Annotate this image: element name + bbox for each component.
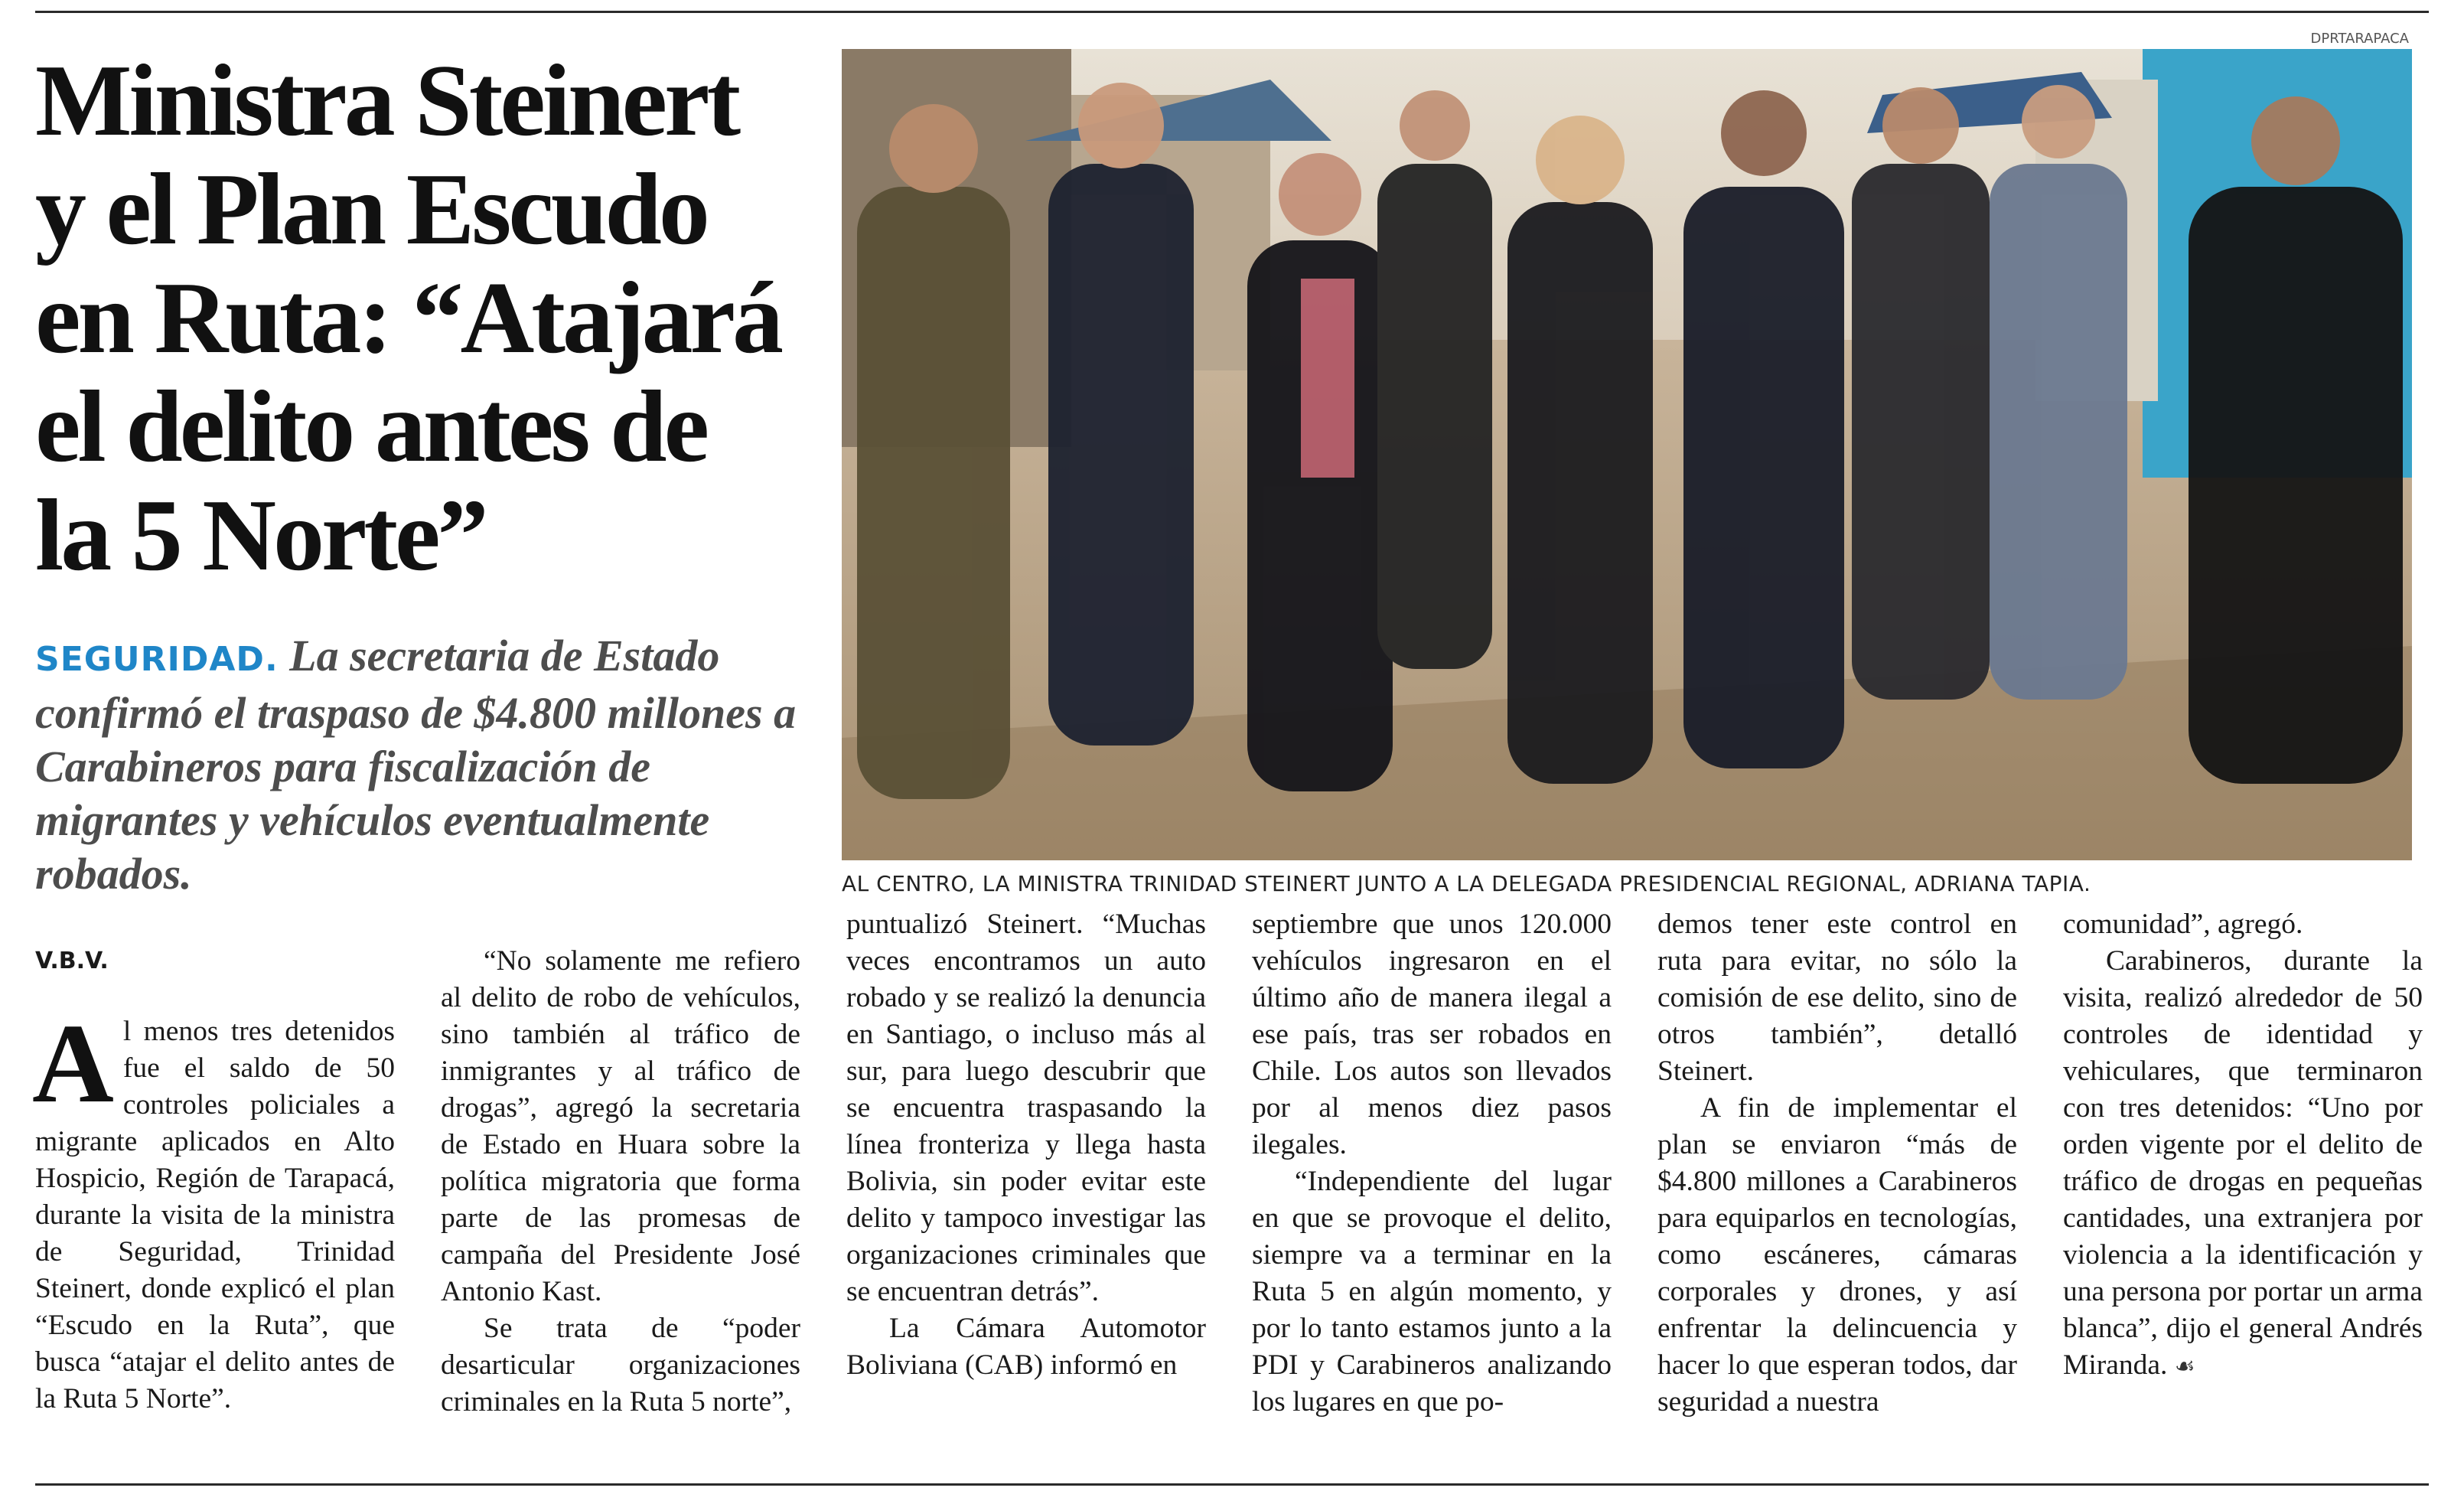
body-paragraph: “Independiente del lugar en que se provoque el delito, siempre va a terminar en la Ruta 5 en algún momento, y por lo tanto estamos junto a la PDI y Carabineros analizando los lugares en que po- bbox=[1252, 1166, 1612, 1418]
top-rule bbox=[35, 11, 2429, 13]
body-paragraph bbox=[2063, 943, 2423, 1385]
headline: Ministra Steinert y el Plan Escudo en Ruta: “Atajará el delito antes de la 5 Norte” bbox=[35, 44, 781, 592]
body-paragraph: septiembre que unos 120.000 vehículos ingresaron en el último año de manera ilegal a ese país, tras ser robados en Chile. Los autos son llevados por al menos diez pasos ilegales. bbox=[1252, 909, 1612, 1160]
body-paragraph: comunidad”, agregó. bbox=[2063, 909, 2303, 940]
column-5 bbox=[1657, 906, 2017, 1421]
body-paragraph: A fin de implementar el plan se enviaron “más de $4.800 millones a Carabineros para equiparlos en tecnologías, como escáneres, cámaras corporales y drones, y así enfrentar la delincuencia y hacer lo que esperan todos, dar seguridad a nuestra bbox=[1657, 1092, 2017, 1418]
body-paragraph: La Cámara Automotor Boliviana (CAB) informó en bbox=[846, 1313, 1206, 1381]
paragraph-text: l menos tres detenidos fue el saldo de 50 controles policiales a migrante aplicados en Alto Hospicio, Región de Tarapacá, durante la visita de la ministra de Seguridad, Trinidad Steinert, donde explicó el plan “Escudo en la Ruta”, que busca “atajar el delito antes de la Ruta 5 Norte”. bbox=[35, 1016, 395, 1414]
column-1 bbox=[32, 943, 395, 1418]
lede bbox=[35, 629, 808, 901]
drop-cap: A bbox=[32, 1001, 114, 1127]
bottom-rule bbox=[35, 1483, 2429, 1486]
body-paragraph bbox=[32, 1001, 395, 1418]
section-kicker: SEGURIDAD. bbox=[35, 640, 279, 679]
paragraph-text: Carabineros, durante la visita, realizó alrededor de 50 controles de identidad y vehiculares, que terminaron con tres detenidos: “Uno por orden vigente por el delito de tráfico de drogas en pequeñas cantidades, una extranjera por violencia a la identificación y una persona por portar un arma blanca”, dijo el general Andrés Miranda. bbox=[2063, 945, 2423, 1381]
column-3 bbox=[846, 906, 1206, 1384]
end-mark-icon: ☙ bbox=[2174, 1353, 2195, 1380]
body-paragraph: “No solamente me refiero al delito de robo de vehículos, sino también al tráfico de inmigrantes y al tráfico de drogas”, agregó la secretaria de Estado en Huara sobre la política migratoria que forma parte de las promesas de campaña del Presidente José Antonio Kast. bbox=[441, 945, 800, 1307]
street-scene-image bbox=[842, 49, 2412, 860]
column-2 bbox=[441, 943, 800, 1421]
column-6 bbox=[2063, 906, 2423, 1385]
lede-text: La secretaria de Estado confirmó el traspaso de $4.800 millones a Carabineros para fiscalización de migrantes y vehículos eventualmente robados. bbox=[35, 631, 797, 899]
body-paragraph: puntualizó Steinert. “Muchas veces encontramos un auto robado y se realizó la denuncia en Santiago, o incluso más al sur, para luego descubrir que se encuentra traspasando la línea fronteriza y llega hasta Bolivia, sin poder evitar este delito y tampoco investigar las organizaciones criminales que se encuentran detrás”. bbox=[846, 909, 1206, 1307]
article-photo bbox=[842, 49, 2412, 860]
body-paragraph: demos tener este control en ruta para evitar, no sólo la comisión de ese delito, sino de otros también”, detalló Steinert. bbox=[1657, 909, 2017, 1087]
column-4 bbox=[1252, 906, 1612, 1421]
byline: V.B.V. bbox=[35, 948, 109, 974]
photo-credit: DPRTARAPACA bbox=[2310, 31, 2409, 47]
body-paragraph: Se trata de “poder desarticular organizaciones criminales en la Ruta 5 norte”, bbox=[441, 1313, 800, 1418]
photo-caption: AL CENTRO, LA MINISTRA TRINIDAD STEINERT JUNTO A LA DELEGADA PRESIDENCIAL REGIONAL, ADRIANA TAPIA. bbox=[842, 871, 2091, 896]
